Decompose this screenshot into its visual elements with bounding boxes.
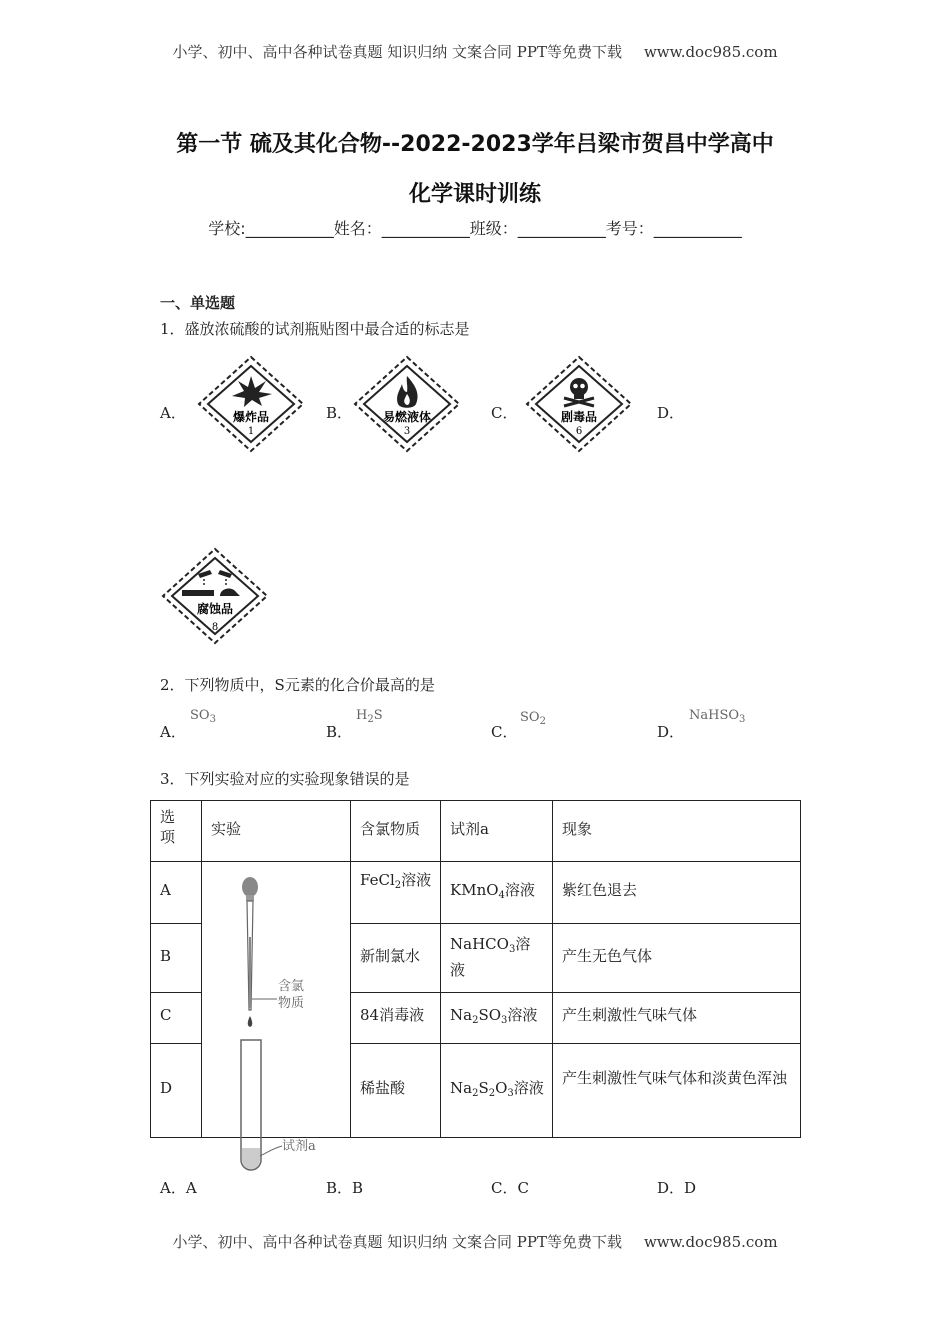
q3-option-d[interactable]: D．D — [657, 1179, 697, 1197]
row-d-option: D — [151, 1044, 202, 1138]
row-c-reagent: $Na_2SO_3$溶液 — [441, 993, 553, 1044]
header-url[interactable]: www.doc985.com — [643, 43, 778, 61]
q2-option-a-label[interactable]: A． — [160, 723, 186, 741]
q1-option-b-label[interactable]: B． — [326, 404, 353, 422]
corrosion-icon — [182, 570, 240, 596]
explosion-icon — [232, 376, 272, 407]
row-a-option: A — [151, 862, 202, 924]
question-2-stem: 2．下列物质中，S元素的化合价最高的是 — [160, 676, 435, 694]
sign-a-text: 爆炸品 — [232, 410, 270, 424]
footer-text: 小学、初中、高中各种试卷真题 知识归纳 文案合同 PPT等免费下载 — [172, 1233, 622, 1251]
header-phenomenon: 现象 — [553, 801, 801, 862]
sign-b-text: 易燃液体 — [382, 410, 432, 424]
row-b-phenomenon: 产生无色气体 — [553, 924, 801, 993]
sign-a-num: 1 — [247, 426, 255, 437]
page-header — [0, 41, 950, 62]
q2-option-b-label[interactable]: B． — [326, 723, 353, 741]
q2-option-c-formula[interactable]: $SO_2$ — [520, 710, 546, 727]
footer-url[interactable]: www.doc985.com — [643, 1233, 778, 1251]
header-reagent-a: 试剂a — [441, 801, 553, 862]
q1-option-a-sign[interactable] — [196, 354, 306, 454]
svg-text:试剂a: 试剂a — [282, 1139, 316, 1154]
row-c-phenomenon: 产生刺激性气味气体 — [553, 993, 801, 1044]
row-d-phenomenon: 产生刺激性气味气体和淡黄色浑浊 — [553, 1044, 801, 1138]
q1-option-d-label[interactable]: D． — [657, 404, 685, 422]
q2-option-d-formula[interactable]: NaHSO$_3$ — [689, 708, 746, 725]
sign-d-num: 8 — [211, 622, 219, 633]
q1-option-b-sign[interactable] — [352, 354, 462, 454]
row-b-option: B — [151, 924, 202, 993]
page-title: 第一节 硫及其化合物--2022-2023学年吕梁市贺昌中学高中 — [176, 132, 774, 157]
row-b-reagent: NaHCO$_3$溶液 — [441, 924, 553, 993]
flame-icon — [397, 376, 417, 408]
row-a-reagent: KMnO$_4$溶液 — [441, 862, 553, 924]
q2-option-a-formula[interactable]: $SO_3$ — [190, 708, 216, 725]
row-a-substance: FeCl$_2$溶液 — [351, 862, 441, 924]
q3-option-c[interactable]: C．C — [491, 1179, 529, 1197]
row-d-substance: 稀盐酸 — [351, 1044, 441, 1138]
row-a-phenomenon: 紫红色退去 — [553, 862, 801, 924]
table-header-row — [151, 801, 801, 862]
q1-option-d-sign[interactable] — [160, 546, 270, 646]
student-info-line: 学校:___________姓名：___________班级：___________考号：___________ — [208, 219, 742, 238]
svg-text:含氯: 含氯 — [278, 979, 305, 994]
header-experiment: 实验 — [202, 801, 351, 862]
experiment-table — [150, 800, 801, 1154]
header-option: 选项 — [151, 801, 202, 862]
row-b-substance: 新制氯水 — [351, 924, 441, 993]
section-heading: 一、单选题 — [160, 294, 236, 312]
page-title-line2: 化学课时训练 — [408, 182, 541, 207]
experiment-figure-cell — [202, 862, 351, 1154]
question-1-stem: 1．盛放浓硫酸的试剂瓶贴图中最合适的标志是 — [160, 320, 470, 338]
q1-option-a-label[interactable]: A． — [160, 404, 186, 422]
q2-option-c-label[interactable]: C． — [491, 723, 518, 741]
row-c-option: C — [151, 993, 202, 1044]
row-d-reagent: $Na_2S_2O_3$溶液 — [441, 1044, 553, 1138]
header-text: 小学、初中、高中各种试卷真题 知识归纳 文案合同 PPT等免费下载 — [172, 43, 622, 61]
sign-b-num: 3 — [403, 426, 411, 437]
header-chlorine-substance: 含氯物质 — [351, 801, 441, 862]
svg-text:物质: 物质 — [278, 996, 305, 1011]
table-row — [151, 862, 801, 924]
q2-option-b-formula[interactable]: $H_2S$ — [356, 708, 383, 725]
sign-c-text: 剧毒品 — [560, 410, 598, 424]
row-c-substance: 84消毒液 — [351, 993, 441, 1044]
page-footer — [0, 1231, 950, 1252]
q3-option-a[interactable]: A．A — [160, 1179, 197, 1197]
q2-option-d-label[interactable]: D． — [657, 723, 685, 741]
q1-option-c-label[interactable]: C． — [491, 404, 518, 422]
skull-icon — [564, 378, 594, 406]
sign-c-num: 6 — [575, 426, 583, 437]
q1-option-c-sign[interactable] — [524, 354, 634, 454]
question-3-stem: 3．下列实验对应的实验现象错误的是 — [160, 770, 410, 788]
sign-d-text: 腐蚀品 — [196, 602, 234, 616]
test-tube-figure — [202, 862, 347, 1154]
q3-option-b[interactable]: B．B — [326, 1179, 364, 1197]
